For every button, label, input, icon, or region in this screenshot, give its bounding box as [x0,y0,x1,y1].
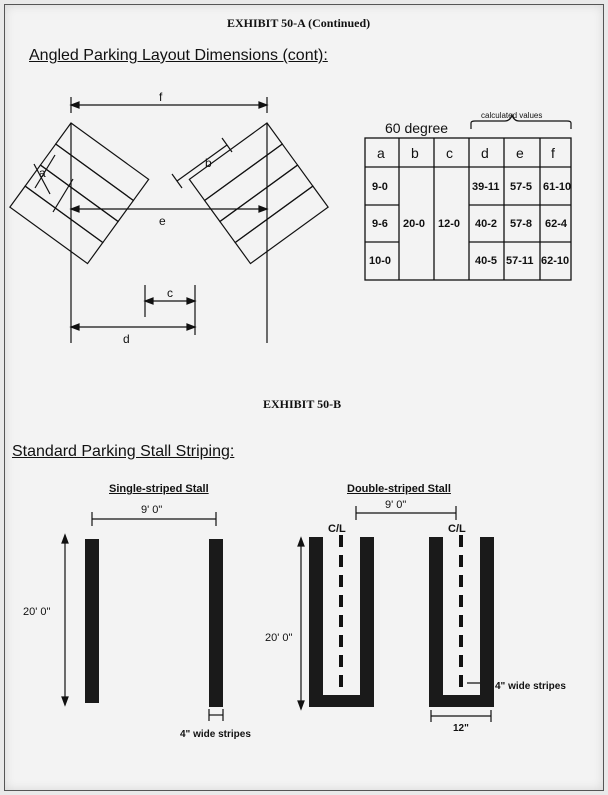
dim-label-b: b [205,156,212,170]
table-cell-a: 9-6 [372,218,388,230]
table-cell-a: 10-0 [369,255,392,267]
double-centerline-left: C/L [328,523,346,535]
double-centerline-right: C/L [448,523,466,535]
table-cell-f: 62-4 [545,218,568,230]
dim-label-a: a [39,166,46,180]
double-length-label: 20' 0" [265,632,293,644]
table-header-f: f [551,145,555,161]
double-gap-label: 12" [453,723,469,734]
table-header-c: c [446,145,453,161]
table-cell-d: 40-5 [475,255,498,267]
table-cell-d: 40-2 [475,218,498,230]
table-cell-d: 39-11 [472,181,500,193]
dim-label-d: d [123,332,130,346]
single-width-label: 9' 0" [141,504,163,516]
table-cell-a: 9-0 [372,181,388,193]
table-cell-f: 61-10 [543,181,572,193]
table-cell-e: 57-5 [510,181,533,193]
stall-striping-diagram [5,5,603,790]
dim-label-c: c [167,286,173,300]
single-length-label: 20' 0" [23,606,51,618]
table-header-a: a [377,145,385,161]
single-stripe-note: 4" wide stripes [180,729,251,740]
angled-parking-heading: Angled Parking Layout Dimensions (cont): [29,47,328,64]
single-striped-label: Single-striped Stall [109,483,209,495]
double-width-label: 9' 0" [385,499,407,511]
table-header-d: d [481,145,489,161]
table-cell-f: 62-10 [541,255,570,267]
table-cell-e: 57-8 [510,218,533,230]
table-cell-e: 57-11 [506,255,534,267]
dim-label-f: f [159,90,163,104]
table-header-e: e [516,145,524,161]
exhibit-50b-title: EXHIBIT 50-B [263,397,342,411]
table-cell-c: 12-0 [438,218,461,230]
table-angle-label: 60 degree [385,120,449,136]
document-page [4,4,604,791]
table-header-b: b [411,145,419,161]
dim-label-e: e [159,214,166,228]
table-calc-label: calculated values [481,111,543,120]
exhibit-50a-title: EXHIBIT 50-A (Continued) [227,16,371,30]
double-stripe-note: 4" wide stripes [495,681,566,692]
double-striped-label: Double-striped Stall [347,483,451,495]
table-cell-b: 20-0 [403,218,426,230]
stall-striping-heading: Standard Parking Stall Striping: [12,443,235,460]
